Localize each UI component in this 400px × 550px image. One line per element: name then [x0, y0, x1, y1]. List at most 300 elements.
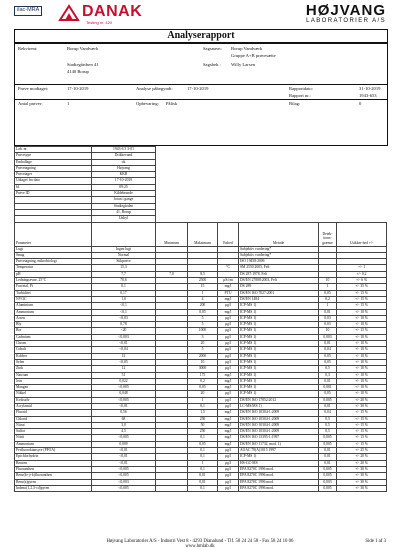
- uncertainty: +/- 15 %: [337, 328, 387, 334]
- result-value: <0,005: [92, 473, 156, 479]
- method: Subjektiv vurdering*: [239, 252, 319, 258]
- result-value: <0,1: [92, 303, 156, 309]
- meta-value: ok: [92, 159, 156, 165]
- method: EPA 8270C 1996 mod.: [239, 473, 319, 479]
- column-header-row: [15, 222, 387, 246]
- uncertainty: +/- 10 %: [337, 315, 387, 321]
- maksimum-value: 5: [188, 347, 218, 353]
- detection-limit: 0,01: [319, 309, 337, 315]
- unit: µg/l: [218, 466, 239, 472]
- method: ISO 19458:2006: [239, 259, 319, 265]
- method: ICP-MS 1): [239, 303, 319, 309]
- method: HS-GC-MS: [239, 460, 319, 466]
- meta-value: 17-10-2019: [92, 178, 156, 184]
- maksimum-value: 20: [188, 341, 218, 347]
- unit: µg/l: [218, 347, 239, 353]
- method: ICP-MS 1): [239, 391, 319, 397]
- unit: mg/l: [218, 284, 239, 290]
- result-value: <0,1: [92, 309, 156, 315]
- result-value: <0,005: [92, 485, 156, 491]
- uncertainty: +/- 20 %: [337, 397, 387, 403]
- unit: mg/l: [218, 378, 239, 384]
- method: Subjektiv vurdering*: [239, 246, 319, 252]
- detection-limit: 0,01: [319, 448, 337, 454]
- detection-limit: 0,05: [319, 391, 337, 397]
- maksimum-value: 1: [188, 397, 218, 403]
- maksimum-value: 2500: [188, 278, 218, 284]
- detection-limit: 0,005: [319, 473, 337, 479]
- detection-limit: 0,5: [319, 429, 337, 435]
- col-usikkerhed: Usikker-hed +/-: [337, 222, 387, 246]
- table-row: [15, 485, 387, 491]
- method: ICP-MS 1): [239, 347, 319, 353]
- rapportnr-value: 1943-653: [359, 93, 377, 98]
- param-name: NVOC: [15, 296, 92, 302]
- meta-value: Unkyl: [92, 216, 156, 222]
- sagsbehandler-value: Willy Larsen: [231, 62, 255, 67]
- detection-limit: 0,05: [319, 353, 337, 359]
- detection-limit: 0,03: [319, 315, 337, 321]
- result-value: <0,05: [92, 359, 156, 365]
- meta-label: Prøvetagning: [15, 165, 92, 171]
- maksimum-value: 0,05: [188, 309, 218, 315]
- result-value: 15,3: [92, 265, 156, 271]
- uncertainty: +/- 30 %: [337, 485, 387, 491]
- result-value: <0,005: [92, 466, 156, 472]
- opbevaring-label: Opbevaring:: [136, 101, 159, 106]
- result-value: 3,0: [92, 422, 156, 428]
- method: EPA 8270C 1996 mod.: [239, 466, 319, 472]
- result-value: 4,5: [92, 429, 156, 435]
- sagsbehandler-label: Sagsbeh.:: [203, 62, 221, 67]
- method: ICP-MS 1): [239, 372, 319, 378]
- analyse-value: 17-10-2019: [187, 86, 209, 91]
- detection-limit: 0,04: [319, 347, 337, 353]
- method: ICP-MS 1): [239, 385, 319, 391]
- detection-limit: 0,04: [319, 410, 337, 416]
- info-divider: [15, 84, 387, 85]
- minimum-value: 7,0: [156, 271, 188, 277]
- sample-meta: [15, 147, 387, 223]
- unit: µg/l: [218, 353, 239, 359]
- maksimum-value: 5: [188, 315, 218, 321]
- detection-limit: 0,001: [319, 385, 337, 391]
- rekvirent-label: Rekvirent:: [18, 46, 38, 51]
- result-value: 0,17: [92, 290, 156, 296]
- uncertainty: +/- 10 %: [337, 334, 387, 340]
- sagsnavn-value-2: Gruppe A+B prøvesætte: [231, 53, 276, 58]
- page-number: Side 1 af 3: [365, 539, 386, 544]
- antal-label: Antal prøver:: [18, 101, 43, 106]
- opbevaring-value: Pålisk: [166, 101, 178, 106]
- method: AOAC 78(A)1015 1997: [239, 448, 319, 454]
- uncertainty: +/- 15 %: [337, 296, 387, 302]
- method: SM 2550 2005, Felt: [239, 265, 319, 271]
- report-title: Analyserapport: [14, 29, 388, 43]
- maksimum-value: 8,5: [188, 271, 218, 277]
- method: DS/EN ISO 10304-1:2009: [239, 410, 319, 416]
- info-divider: [15, 99, 387, 100]
- unit: FTU: [218, 290, 239, 296]
- maksimum-value: 0,01: [188, 473, 218, 479]
- meta-value: Højvang: [92, 165, 156, 171]
- unit: µg/l: [218, 485, 239, 491]
- detection-limit: 1: [319, 284, 337, 290]
- detection-limit: 0,05: [319, 290, 337, 296]
- col-metode: Metode: [239, 222, 319, 246]
- param-name: Ammonium: [15, 309, 92, 315]
- detection-limit: 0,01: [319, 378, 337, 384]
- meta-value: foran i gange: [92, 197, 156, 203]
- method: ICP-MS 1): [239, 341, 319, 347]
- meta-label: kl.: [15, 184, 92, 190]
- param-name: Selen: [15, 359, 92, 365]
- param-name: Nitrit: [15, 435, 92, 441]
- method: DS/EN ISO 7027:2001: [239, 290, 319, 296]
- detection-limit: 1: [319, 303, 337, 309]
- param-name: Bly: [15, 322, 92, 328]
- param-name: Lugt: [15, 246, 92, 252]
- result-value: 70,6: [92, 278, 156, 284]
- param-name: Arsen: [15, 315, 92, 321]
- result-value: Normal: [92, 252, 156, 258]
- detection-limit: 0,01: [319, 403, 337, 409]
- param-name: Bor: [15, 328, 92, 334]
- unit: µg/l: [218, 341, 239, 347]
- param-name: Benzen: [15, 460, 92, 466]
- maksimum-value: 1: [188, 460, 218, 466]
- result-value: <0,005: [92, 435, 156, 441]
- uncertainty: +/- 1: [337, 265, 387, 271]
- maksimum-value: 50: [188, 422, 218, 428]
- proeve-modtaget-value: 17-10-2019: [67, 86, 89, 91]
- detection-limit: 0,005: [319, 441, 337, 447]
- param-name: Mangan: [15, 385, 92, 391]
- detection-limit: 0,3: [319, 372, 337, 378]
- param-name: Kviksølv: [15, 397, 92, 403]
- result-value: 1,0: [92, 296, 156, 302]
- detection-limit: 0,003: [319, 334, 337, 340]
- method: ICP-MS 1): [239, 359, 319, 365]
- uncertainty: +/- 15 %: [337, 441, 387, 447]
- unit: mg/l: [218, 416, 239, 422]
- maksimum-value: 0,1: [188, 454, 218, 460]
- analyse-label: Analyse påbegyndt:: [136, 86, 173, 91]
- unit: mg/l: [218, 372, 239, 378]
- detection-limit: 0,05: [319, 359, 337, 365]
- method: DS/EN ISO 17852:2012: [239, 397, 319, 403]
- maksimum-value: 250: [188, 429, 218, 435]
- detection-limit: 0,01: [319, 460, 337, 466]
- maksimum-value: 250: [188, 416, 218, 422]
- meta-label: Prøve ID: [15, 191, 92, 197]
- param-name: Chlorid: [15, 416, 92, 422]
- maksimum-value: 3: [188, 334, 218, 340]
- result-value: <0,005: [92, 397, 156, 403]
- method: DS/EN ISO 10304-1:2009: [239, 422, 319, 428]
- unit: mg/l: [218, 429, 239, 435]
- param-name: Kobber: [15, 353, 92, 359]
- detection-limit: 0,01: [319, 341, 337, 347]
- method: EPA 8270C 1996 mod.: [239, 485, 319, 491]
- method: ICP-MS 1): [239, 378, 319, 384]
- result-value: 0,78: [92, 322, 156, 328]
- result-value: 51: [92, 372, 156, 378]
- param-name: Farvetal, Pt: [15, 284, 92, 290]
- meta-label: Lab. nr.: [15, 147, 92, 153]
- col-parameter: Parameter: [15, 222, 92, 246]
- unit: µg/l: [218, 391, 239, 397]
- uncertainty: +/- 10 %: [337, 391, 387, 397]
- danak-registration: Testing nr. 420: [86, 20, 113, 25]
- unit: µg/l: [218, 303, 239, 309]
- ilac-mra-logo: ilac-MRA: [14, 6, 42, 16]
- param-name: Indeno(1,2,3-cd)pyren: [15, 485, 92, 491]
- method: ICP-MS 1): [239, 366, 319, 372]
- uncertainty: +/- 15 %: [337, 416, 387, 422]
- col-minimum: Minimum: [156, 222, 188, 246]
- meta-label: Prøvetype: [15, 153, 92, 159]
- meta-value: 09:25: [92, 184, 156, 190]
- uncertainty: +/- 25 %: [337, 448, 387, 454]
- col-maksimum: Maksimum: [188, 222, 218, 246]
- meta-value: Kildebrunde: [92, 191, 156, 197]
- maksimum-value: 1000: [188, 328, 218, 334]
- unit: µg/l: [218, 473, 239, 479]
- results-rows: [15, 246, 387, 492]
- param-name: pH: [15, 271, 92, 277]
- method: DS 287:1978, Felt: [239, 271, 319, 277]
- meta-value: Drikkevand: [92, 153, 156, 159]
- param-name: Chrom: [15, 341, 92, 347]
- param-name: Temperatur: [15, 265, 92, 271]
- maksimum-value: 0,05: [188, 441, 218, 447]
- param-name: Cadmium: [15, 334, 92, 340]
- unit: mg/l: [218, 410, 239, 416]
- param-name: Zink: [15, 366, 92, 372]
- param-name: Epichlorhydrin: [15, 454, 92, 460]
- company-subtitle: LABORATORIER A/S: [306, 18, 386, 24]
- param-name: Sulfat: [15, 429, 92, 435]
- uncertainty: +/- 6 %: [337, 278, 387, 284]
- result-value: 12: [92, 353, 156, 359]
- method: ICP-MS 1): [239, 315, 319, 321]
- unit: µg/l: [218, 403, 239, 409]
- unit: µg/l: [218, 334, 239, 340]
- method: ICP-MS 1): [239, 322, 319, 328]
- uncertainty: +/- 15 %: [337, 410, 387, 416]
- maksimum-value: 3000: [188, 366, 218, 372]
- report-info-box: [14, 43, 388, 146]
- uncertainty: +/- 10 %: [337, 341, 387, 347]
- unit: µg/l: [218, 397, 239, 403]
- result-value: 0,009: [92, 441, 156, 447]
- param-name: Natrium: [15, 372, 92, 378]
- meta-label: Prøvetager: [15, 172, 92, 178]
- result-value: <0,003: [92, 479, 156, 485]
- uncertainty: +/- 10 %: [337, 378, 387, 384]
- meta-value: Stadiegården: [92, 203, 156, 209]
- col-detektionsgraense: Detek-tions-grænse: [319, 222, 337, 246]
- param-name: Perfluoroktansyre (PFOA): [15, 448, 92, 454]
- unit: °C: [218, 265, 239, 271]
- param-name: Jern: [15, 378, 92, 384]
- method: DS/EN ISO 10304-1:2009: [239, 429, 319, 435]
- result-value: <0,04: [92, 347, 156, 353]
- footer-website: www.hmlab.dk: [185, 544, 215, 549]
- param-name: Aluminium: [15, 303, 92, 309]
- method: ICP-MS 1): [239, 454, 319, 460]
- unit: µg/l: [218, 479, 239, 485]
- col-enhed: Enhed: [218, 222, 239, 246]
- unit: mg/l: [218, 296, 239, 302]
- uncertainty: +/- 30 %: [337, 473, 387, 479]
- method: DS/EN 1484: [239, 296, 319, 302]
- detection-limit: 0,01: [319, 454, 337, 460]
- unit: µg/l: [218, 366, 239, 372]
- detection-limit: 0,005: [319, 466, 337, 472]
- result-value: <20: [92, 328, 156, 334]
- maksimum-value: 4: [188, 296, 218, 302]
- unit: mg/l: [218, 309, 239, 315]
- detection-limit: 0,003: [319, 479, 337, 485]
- param-name: Ledningsevne, 25°C: [15, 278, 92, 284]
- result-value: <0,01: [92, 454, 156, 460]
- param-name: Benz(a)pyren: [15, 479, 92, 485]
- result-value: <0,01: [92, 448, 156, 454]
- uncertainty: +/- 15 %: [337, 303, 387, 309]
- address-line-2: 4140 Borup: [67, 69, 89, 74]
- unit: µg/l: [218, 448, 239, 454]
- uncertainty: +/- 0,2: [337, 271, 387, 277]
- method: DS/EN ISO 13395-1:1997: [239, 435, 319, 441]
- method: DS/EN ISO 11732, mod. 1): [239, 441, 319, 447]
- company-name: HØJVANG: [305, 2, 386, 19]
- meta-value: 1943-6 5 3-01: [92, 147, 156, 153]
- maksimum-value: 0,1: [188, 448, 218, 454]
- rapportdato-value: 31-10-2019: [359, 86, 381, 91]
- uncertainty: +/- 15 %: [337, 422, 387, 428]
- maksimum-value: 0,1: [188, 485, 218, 491]
- uncertainty: +/- 30 %: [337, 466, 387, 472]
- maksimum-value: 175: [188, 372, 218, 378]
- result-value: Stikprøve: [92, 259, 156, 265]
- param-name: Fluoranthen: [15, 466, 92, 472]
- address-line-1: Stadiegårdsen 41: [67, 62, 99, 67]
- detection-limit: 0,5: [319, 422, 337, 428]
- param-name: Cobalt: [15, 347, 92, 353]
- maksimum-value: 15: [188, 284, 218, 290]
- result-value: 0,1: [92, 284, 156, 290]
- unit: mg/l: [218, 441, 239, 447]
- maksimum-value: 0,05: [188, 385, 218, 391]
- method: DS/EN ISO 10304-1:2009: [239, 416, 319, 422]
- unit: mg/l: [218, 435, 239, 441]
- uncertainty: +/- 10 %: [337, 372, 387, 378]
- bilag-label: Bilag:: [289, 101, 301, 106]
- param-name: Prøvetagning, mikrobiologi: [15, 259, 92, 265]
- param-name: Benz(b+j+k)fluoranthen: [15, 473, 92, 479]
- param-name: Nitrat: [15, 422, 92, 428]
- antal-value: 1: [67, 101, 70, 106]
- footer-address: Højvang Laboratorier A/S - Industri Vest 8 - 4293 Dianalund - Tlf. 58 24 24 58 - Fax 58 24 10 06: [106, 539, 294, 544]
- param-name: Turbiditet: [15, 290, 92, 296]
- param-name: Fluorid: [15, 410, 92, 416]
- meta-value: KKR: [92, 172, 156, 178]
- result-value: 68: [92, 416, 156, 422]
- unit: µg/l: [218, 315, 239, 321]
- danak-logo-icon: [58, 4, 80, 22]
- method: ICP-MS 1): [239, 309, 319, 315]
- uncertainty: +/- 20 %: [337, 460, 387, 466]
- unit: µg/l: [218, 359, 239, 365]
- uncertainty: +/- 10 %: [337, 322, 387, 328]
- maksimum-value: 0,1: [188, 403, 218, 409]
- maksimum-value: 0,1: [188, 466, 218, 472]
- meta-value: 41, Borup: [92, 209, 156, 215]
- unit: mg/l: [218, 385, 239, 391]
- method: EPA 8270C 1996 mod.: [239, 479, 319, 485]
- param-name: Nikkel: [15, 391, 92, 397]
- col-result: [92, 222, 156, 246]
- unit: mg/l: [218, 422, 239, 428]
- rapportnr-label: Rapport nr.:: [289, 93, 311, 98]
- result-value: <0,005: [92, 385, 156, 391]
- maksimum-value: 20: [188, 391, 218, 397]
- uncertainty: +/- 10 %: [337, 385, 387, 391]
- maksimum-value: 10: [188, 359, 218, 365]
- result-value: <0,01: [92, 341, 156, 347]
- detection-limit: 0,5: [319, 366, 337, 372]
- rekvirent-value: Borup Vandværk: [67, 46, 99, 51]
- bilag-value: 0: [359, 101, 362, 106]
- uncertainty: +/- 10 %: [337, 366, 387, 372]
- method: ICP-MS 1): [239, 353, 319, 359]
- uncertainty: +/- 15 %: [337, 290, 387, 296]
- param-name: Ammonium: [15, 441, 92, 447]
- meta-label: Emballage: [15, 159, 92, 165]
- result-value: 12: [92, 366, 156, 372]
- unit: µg/l: [218, 328, 239, 334]
- maksimum-value: 0,2: [188, 378, 218, 384]
- result-value: Ingen lugt: [92, 246, 156, 252]
- rapportdato-label: Rapportdato:: [289, 86, 313, 91]
- result-value: 7,7: [92, 271, 156, 277]
- unit: µg/l: [218, 460, 239, 466]
- method: ICP-MS 1): [239, 328, 319, 334]
- detection-limit: 0,5: [319, 416, 337, 422]
- detection-limit: 0,005: [319, 435, 337, 441]
- minimum-value: [156, 485, 188, 491]
- danak-name: DANAK: [82, 3, 143, 20]
- meta-label: Udtaget fra dato: [15, 178, 92, 184]
- uncertainty: +/- 20 %: [337, 454, 387, 460]
- maksimum-value: 1,5: [188, 410, 218, 416]
- results-table: [14, 146, 387, 492]
- sagsnavn-label: Sagsnavn:: [203, 46, 222, 51]
- detection-limit: 0,005: [319, 485, 337, 491]
- detection-limit: 10: [319, 328, 337, 334]
- uncertainty: +/- 30 %: [337, 403, 387, 409]
- method: ICP-MS 1): [239, 334, 319, 340]
- maksimum-value: 5: [188, 322, 218, 328]
- method: DS/EN 27888:2003, Felt: [239, 278, 319, 284]
- detection-limit: 0,005: [319, 397, 337, 403]
- uncertainty: +/- 35 %: [337, 284, 387, 290]
- maksimum-value: 0,1: [188, 435, 218, 441]
- param-name: Smag: [15, 252, 92, 258]
- result-value: <0,01: [92, 403, 156, 409]
